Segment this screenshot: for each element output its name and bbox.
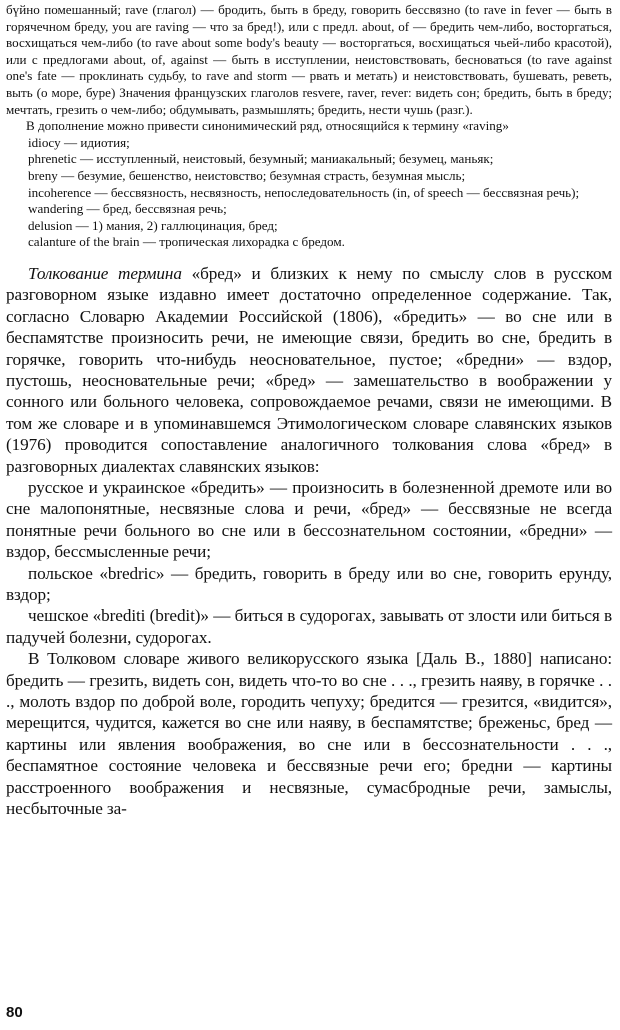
synonym-item: delusion — 1) мания, 2) галлюцинация, бред; — [28, 217, 278, 233]
paragraph-dahl-dictionary: В Толковом словаре живого великорусского языка [Даль В., 1880] написано: бредить — грезить, видеть сон, видеть что-то во сне . . ., грезить наяву, в горячке . . ., молоть вздор по доброй воле, городить чепуху; бредится — грезится, «видится», мерещится, чудится, кажется во сне или наяву, в беспамятстве; бреженьс, бред — картины или явления воображения, во сне или в бессознательности . . ., беспамятное состояние человека и бессвязные речи его; бредни — картины расстроенного воображения и несвязные, сумасбродные речи, замыслы, несбыточные за- — [6, 649, 612, 819]
etymology-paragraph: бүйно помешанный; rave (глагол) — бродить, быть в бреду, говорить бессвязно (to rave in fever — быть в горячечном бреду, you are raving — что за бред!), или с предл. about, of — бредить чем-либо, восторгаться, восхищаться чем-либо (to rave about some body's beauty — восторгаться, восхищаться чьей-либо красотой), или с предлогами about, of, against — быть в исступлении, неистовствовать, бесноваться (to rave against one's fate — проклинать судьбу, to rave and storm — рвать и метать) и неистовствовать, бушевать, реветь, выть (о море, буре) Значения французских глаголов resvere, raver, rever: видеть сон; бредить, быть в бреду; мечтать, грезить о чем-либо; обдумывать, размышлять; бредить, нести чушь (разг.). — [6, 2, 612, 117]
paragraph-term-interpretation — [6, 263, 612, 477]
synonym-list — [6, 135, 612, 251]
synonym-item: incoherence — бессвязность, несвязность, непоследовательность (in, of speech — бессвязная речь); — [28, 184, 580, 200]
synonym-item: calanture of the brain — тропическая лихорадка с бредом. — [28, 234, 345, 250]
synonym-intro: В дополнение можно привести синонимический ряд, относящийся к термину «raving» — [26, 118, 509, 134]
synonym-item: idiocy — идиотия; — [28, 134, 130, 150]
page-number: 80 — [6, 1004, 23, 1021]
italic-lead: Толкование термина — [28, 263, 182, 283]
paragraph-czech: чешское «brediti (bredit)» — биться в судорогах, завывать от злости или биться в падучей болезни, судорогах. — [6, 606, 612, 647]
synonym-item: breny — безумие, бешенство, неистовство; безумная страсть, безумная мысль; — [28, 167, 466, 183]
paragraph-body: «бред» и близких к нему по смыслу слов в русском разговорном языке издавно имеет достаточно определенное содержание. Так, согласно Словарю Академии Российской (1806), «бредить» — во сне или в беспамятстве произносить речи, не имеющие связи, бредить во сне, бредить в горячке, говорить что-нибудь неосновательное, пустое; «бредни» — вздор, пустошь, неосновательные речи; «бред» — замешательство в воображении у сонного или больного человека, сопровождаемое речами, связи не имеющими. В том же словаре и в упоминавшемся Этимологическом словаре славянских языков (1976) проводится сопоставление аналогичного толкования слова «бред» в разговорных диалектах славянских языков: — [6, 263, 612, 476]
synonym-item: phrenetic — исступленный, неистовый, безумный; маниакальный; безумец, маньяк; — [28, 151, 494, 167]
small-print-block — [6, 2, 612, 251]
main-text — [6, 263, 612, 820]
synonym-item: wandering — бред, бессвязная речь; — [28, 201, 227, 217]
paragraph-polish: польское «bredric» — бредить, говорить в бреду или во сне, говорить ерунду, вздор; — [6, 563, 612, 604]
paragraph-russian-ukrainian: русское и украинское «бредить» — произносить в болезненной дремоте или во сне малопонятные, несвязные слова и речи, «бред» — бессвязные не всегда понятные речи больного во сне или в бессознательном состоянии, «бредни» — вздор, бессмысленные речи; — [6, 477, 612, 562]
